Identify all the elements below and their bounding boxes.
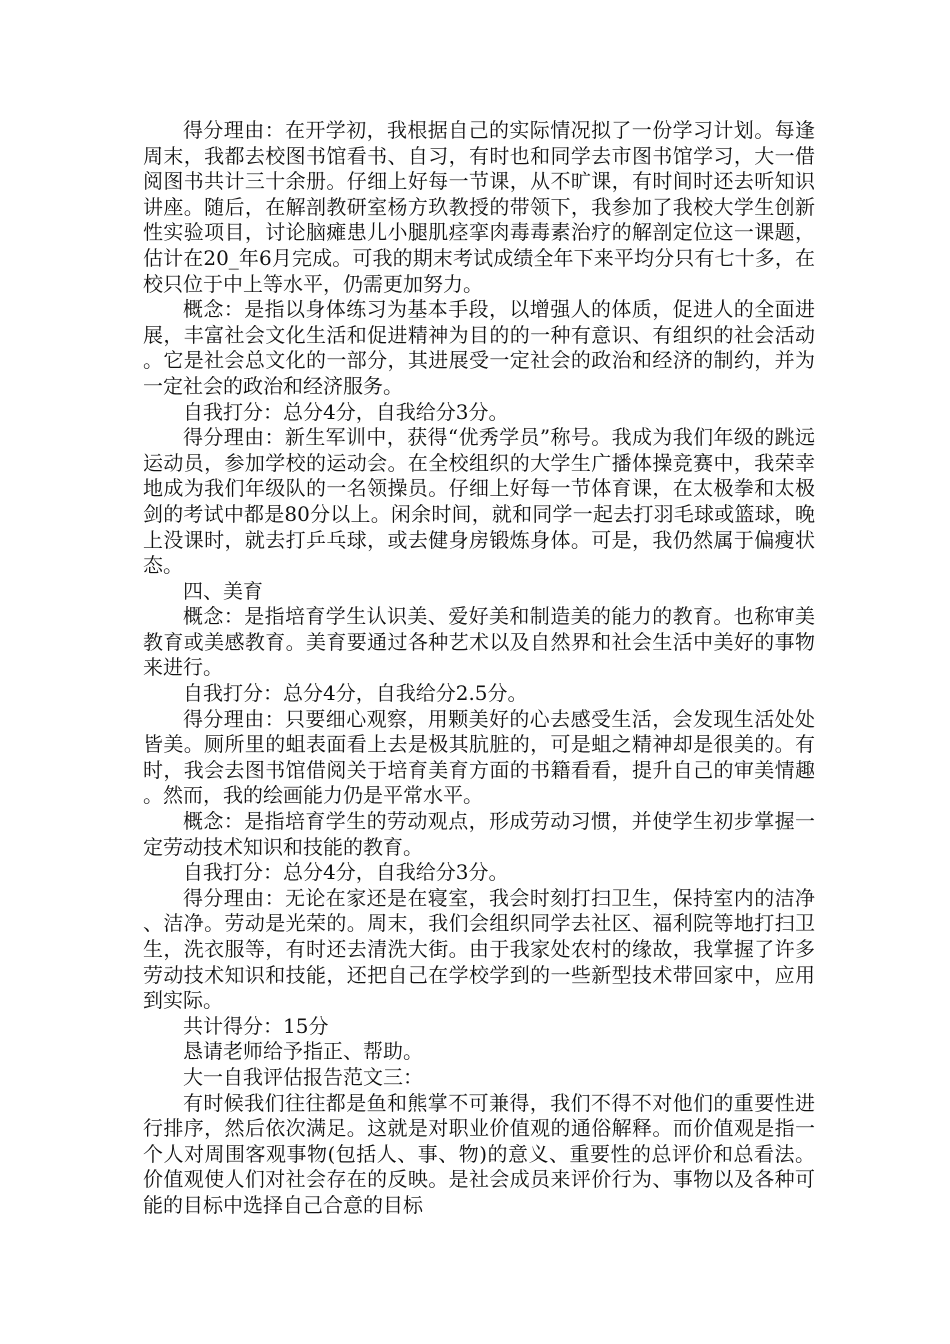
paragraph-labor-score: 自我打分：总分4分，自我给分3分。 <box>183 860 509 885</box>
paragraph-total-score: 共计得分：15分 <box>183 1013 329 1038</box>
paragraph-labor-reason: 得分理由：无论在家还是在寝室，我会时刻打扫卫生，保持室内的洁净、洁净。劳动是光荣的。周末，我们会组织同学去社区、福利院等地打扫卫生，洗衣服等，有时还去清洗大街。由于我家处农村的缘故，我掌握了许多劳动技术知识和技能，还把自己在学校学到的一些新型技术带回家中，应用到实际。 <box>143 885 815 1013</box>
paragraph-sports-concept: 概念：是指以身体练习为基本手段，以增强人的体质，促进人的全面进展，丰富社会文化生活和促进精神为目的的一种有意识、有组织的社会活动。它是社会总文化的一部分，其进展受一定社会的政治和经济的制约，并为一定社会的政治和经济服务。 <box>143 297 815 398</box>
paragraph-sports-score: 自我打分：总分4分，自我给分3分。 <box>183 399 509 424</box>
document-body <box>143 118 815 1219</box>
paragraph-sports-reason: 得分理由：新生军训中，获得“优秀学员”称号。我成为我们年级的跳远运动员，参加学校的运动会。在全校组织的大学生广播体操竞赛中，我荣幸地成为我们年级队的一名领操员。仔细上好每一节体育课，在太极拳和太极剑的考试中都是80分以上。闲余时间，就和同学一起去打羽毛球或篮球，晚上没课时，就去打乒乓球，或去健身房锻炼身体。可是，我仍然属于偏瘦状态。 <box>143 425 815 578</box>
section-heading-aesthetics: 四、美育 <box>183 578 263 603</box>
paragraph-aesthetics-reason: 得分理由：只要细心观察，用颗美好的心去感受生活，会发现生活处处皆美。厕所里的蛆表面看上去是极其肮脏的，可是蛆之精神却是很美的。有时，我会去图书馆借阅关于培育美育方面的书籍看看，提升自己的审美情趣。然而，我的绘画能力仍是平常水平。 <box>143 706 815 808</box>
paragraph-sample-title: 大一自我评估报告范文三： <box>183 1064 423 1089</box>
paragraph-request: 恳请老师给予指正、帮助。 <box>183 1039 423 1064</box>
paragraph-study-reason: 得分理由：在开学初，我根据自己的实际情况拟了一份学习计划。每逢周末，我都去校图书馆看书、自习，有时也和同学去市图书馆学习，大一借阅图书共计三十余册。仔细上好每一节课，从不旷课，有时间时还去听知识讲座。随后，在解剖教研室杨方玖教授的带领下，我参加了我校大学生创新性实验项目，讨论脑瘫患儿小腿肌痉挛肉毒毒素治疗的解剖定位这一课题，估计在20_年6月完成。可我的期末考试成绩全年下来平均分只有七十多，在校只位于中上等水平，仍需更加努力。 <box>143 118 815 296</box>
paragraph-aesthetics-score: 自我打分：总分4分，自我给分2.5分。 <box>183 681 528 706</box>
paragraph-labor-concept: 概念：是指培育学生的劳动观点，形成劳动习惯，并使学生初步掌握一定劳动技术知识和技能的教育。 <box>143 809 815 859</box>
paragraph-aesthetics-concept: 概念：是指培育学生认识美、爱好美和制造美的能力的教育。也称审美教育或美感教育。美育要通过各种艺术以及自然界和社会生活中美好的事物来进行。 <box>143 604 815 680</box>
paragraph-values-intro: 有时候我们往往都是鱼和熊掌不可兼得，我们不得不对他们的重要性进行排序，然后依次满足。这就是对职业价值观的通俗解释。而价值观是指一个人对周围客观事物(包括人、事、物)的意义、重要性的总评价和总看法。价值观使人们对社会存在的反映。是社会成员来评价行为、事物以及各种可能的目标中选择自己合意的目标 <box>143 1090 815 1217</box>
